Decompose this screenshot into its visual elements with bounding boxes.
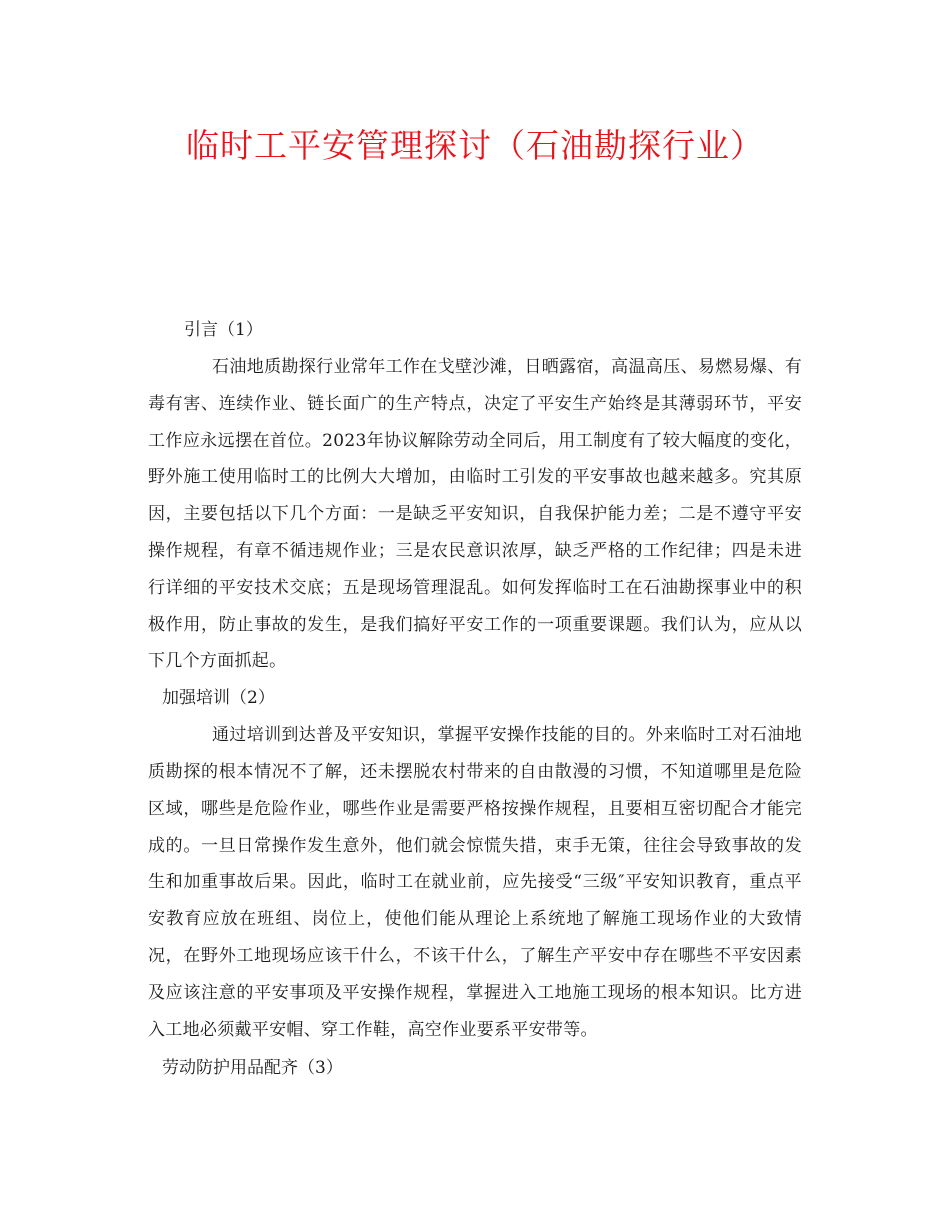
section-paragraph-training: 通过培训到达普及平安知识，掌握平安操作技能的目的。外来临时工对石油地质勘探的根本情况不了解，还未摆脱农村带来的自由散漫的习惯，不知道哪里是危险区域，哪些是危险作业，哪些作业是需要严格按操作规程，且要相互密切配合才能完成的。一旦日常操作发生意外，他们就会惊慌失措，束手无策，往往会导致事故的发生和加重事故后果。因此，临时工在就业前，应先接受“三级″平安知识教育，重点平安教育应放在班组、岗位上，使他们能从理论上系统地了解施工现场作业的大致情况，在野外工地现场应该干什么，不该干什么，了解生产平安中存在哪些不平安因素及应该注意的平安事项及平安操作规程，掌握进入工地施工现场的根本知识。比方进入工地必须戴平安帽、穿工作鞋，高空作业要系平安带等。 <box>148 725 802 1040</box>
section-heading-training: 加强培训（2） <box>162 688 275 709</box>
section-paragraph-intro: 石油地质勘探行业常年工作在戈壁沙滩，日晒露宿，高温高压、易燃易爆、有毒有害、连续作业、链长面广的生产特点，决定了平安生产始终是其薄弱环节，平安工作应永远摆在首位。2023年协议解除劳动全同后，用工制度有了较大幅度的变化，野外施工使用临时工的比例大大增加，由临时工引发的平安事故也越来越多。究其原因，主要包括以下几个方面：一是缺乏平安知识，自我保护能力差；二是不遵守平安操作规程，有章不循违规作业；三是农民意识浓厚，缺乏严格的工作纪律；四是未进行详细的平安技术交底；五是现场管理混乱。如何发挥临时工在石油勘探事业中的积极作用，防止事故的发生，是我们搞好平安工作的一项重要课题。我们认为，应从以下几个方面抓起。 <box>148 357 802 672</box>
document-body <box>148 312 802 1087</box>
document-title: 临时工平安管理探讨（石油勘探行业） <box>186 126 764 165</box>
section-heading-intro: 引言（1） <box>184 320 263 340</box>
section-heading-protection: 劳动防护用品配齐（3） <box>162 1058 343 1079</box>
